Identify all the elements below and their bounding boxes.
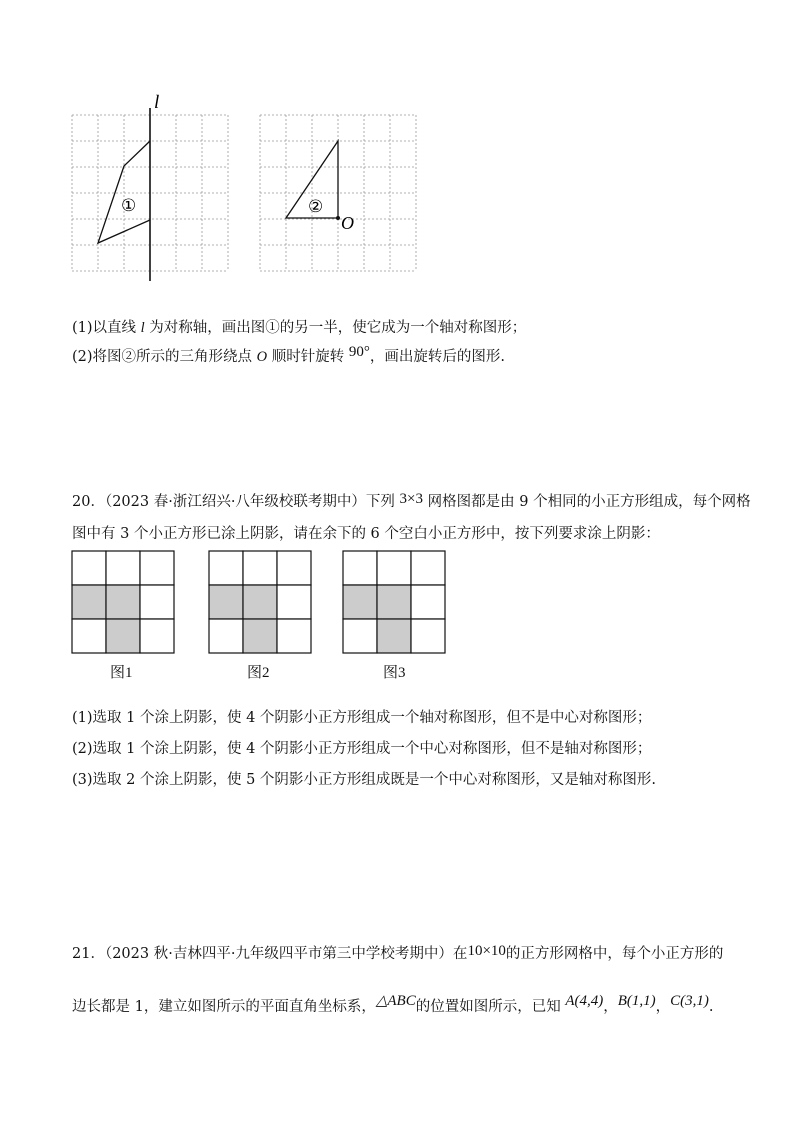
shaded-cell: [343, 585, 377, 619]
q21-line2-a: 边长都是 1，建立如图所示的平面直角坐标系，: [72, 999, 376, 1015]
q21-point-B: B(1,1): [617, 993, 656, 1009]
q20-grid-3: [343, 551, 445, 653]
q20-line1-b: 网格图都是由 9 个相同的小正方形组成，每个网格: [423, 494, 751, 510]
q21-point-A: A(4,4): [565, 993, 604, 1009]
q20-part3: (3)选取 2 个涂上阴影，使 5 个阴影小正方形组成既是一个中心对称图形，又是轴对称图形.: [72, 772, 657, 788]
q20-part2: (2)选取 1 个涂上阴影，使 4 个阴影小正方形组成一个中心对称图形，但不是轴对称图形；: [72, 741, 652, 757]
q20-part1: (1)选取 1 个涂上阴影，使 4 个阴影小正方形组成一个轴对称图形，但不是中心对称图形；: [72, 710, 652, 726]
q20-line2-text: 图中有 3 个小正方形已涂上阴影，请在余下的 6 个空白小正方形中，按下列要求涂上阴影：: [72, 526, 660, 542]
q21-sep-1: ，: [603, 999, 618, 1015]
q19-part2-mid: 顺时针旋转: [267, 349, 349, 365]
q21-end: .: [708, 999, 714, 1015]
q19-part2-suffix: ，画出旋转后的图形.: [369, 349, 505, 365]
q19-angle: 90°: [348, 344, 370, 360]
q20-grid-size: 3×3: [399, 491, 424, 507]
shaded-cell: [209, 585, 243, 619]
blank-cell: [140, 551, 174, 585]
shaded-cell: [243, 585, 277, 619]
blank-cell: [343, 551, 377, 585]
axis-label-l: l: [154, 92, 160, 113]
blank-cell: [72, 551, 106, 585]
blank-cell: [377, 551, 411, 585]
q21-line1-a: 21．（2023 秋·吉林四平·九年级四平市第三中学校考期中）在: [72, 946, 468, 962]
q19-part1-suffix: 为对称轴，画出图①的另一半，使它成为一个轴对称图形；: [144, 320, 527, 336]
q21-line2-b: 的位置如图所示，已知: [415, 999, 566, 1015]
point-O-label: O: [341, 213, 354, 233]
shaded-cell: [377, 619, 411, 653]
q20-grid-1: [72, 551, 174, 653]
blank-cell: [277, 551, 311, 585]
q21-grid-size: 10×10: [467, 943, 506, 959]
blank-cell: [140, 585, 174, 619]
q21-sep-2: ，: [655, 999, 671, 1015]
blank-cell: [209, 619, 243, 653]
blank-cell: [209, 551, 243, 585]
figure-1-label: ①: [121, 196, 137, 216]
q20-grid-2: [209, 551, 311, 653]
q19-part2-var: O: [256, 349, 268, 365]
blank-cell: [411, 585, 445, 619]
q19-part2-prefix: (2)将图②所示的三角形绕点: [72, 349, 257, 365]
blank-cell: [140, 619, 174, 653]
caption-fig1: 图1: [110, 665, 133, 681]
shaded-cell: [106, 619, 140, 653]
figure-2-label: ②: [308, 197, 324, 217]
shaded-cell: [72, 585, 106, 619]
caption-fig3: 图3: [383, 665, 406, 681]
blank-cell: [277, 619, 311, 653]
blank-cell: [72, 619, 106, 653]
q19-part1-prefix: (1)以直线: [72, 320, 141, 336]
blank-cell: [343, 619, 377, 653]
blank-cell: [106, 551, 140, 585]
shaded-cell: [106, 585, 140, 619]
blank-cell: [411, 551, 445, 585]
q21-point-C: C(3,1): [670, 993, 709, 1009]
shaded-cell: [377, 585, 411, 619]
q21-triangle: △ABC: [375, 993, 416, 1009]
q21-line2: [72, 993, 714, 1017]
q21-line1-b: 的正方形网格中，每个小正方形的: [505, 946, 724, 962]
q19-part1-var: l: [140, 320, 145, 336]
blank-cell: [277, 585, 311, 619]
blank-cell: [243, 551, 277, 585]
shaded-cell: [243, 619, 277, 653]
q20-line1-a: 20．（2023 春·浙江绍兴·八年级校联考期中）下列: [72, 494, 400, 510]
q21-line1: [72, 944, 723, 964]
caption-fig2: 图2: [247, 665, 270, 681]
blank-cell: [411, 619, 445, 653]
